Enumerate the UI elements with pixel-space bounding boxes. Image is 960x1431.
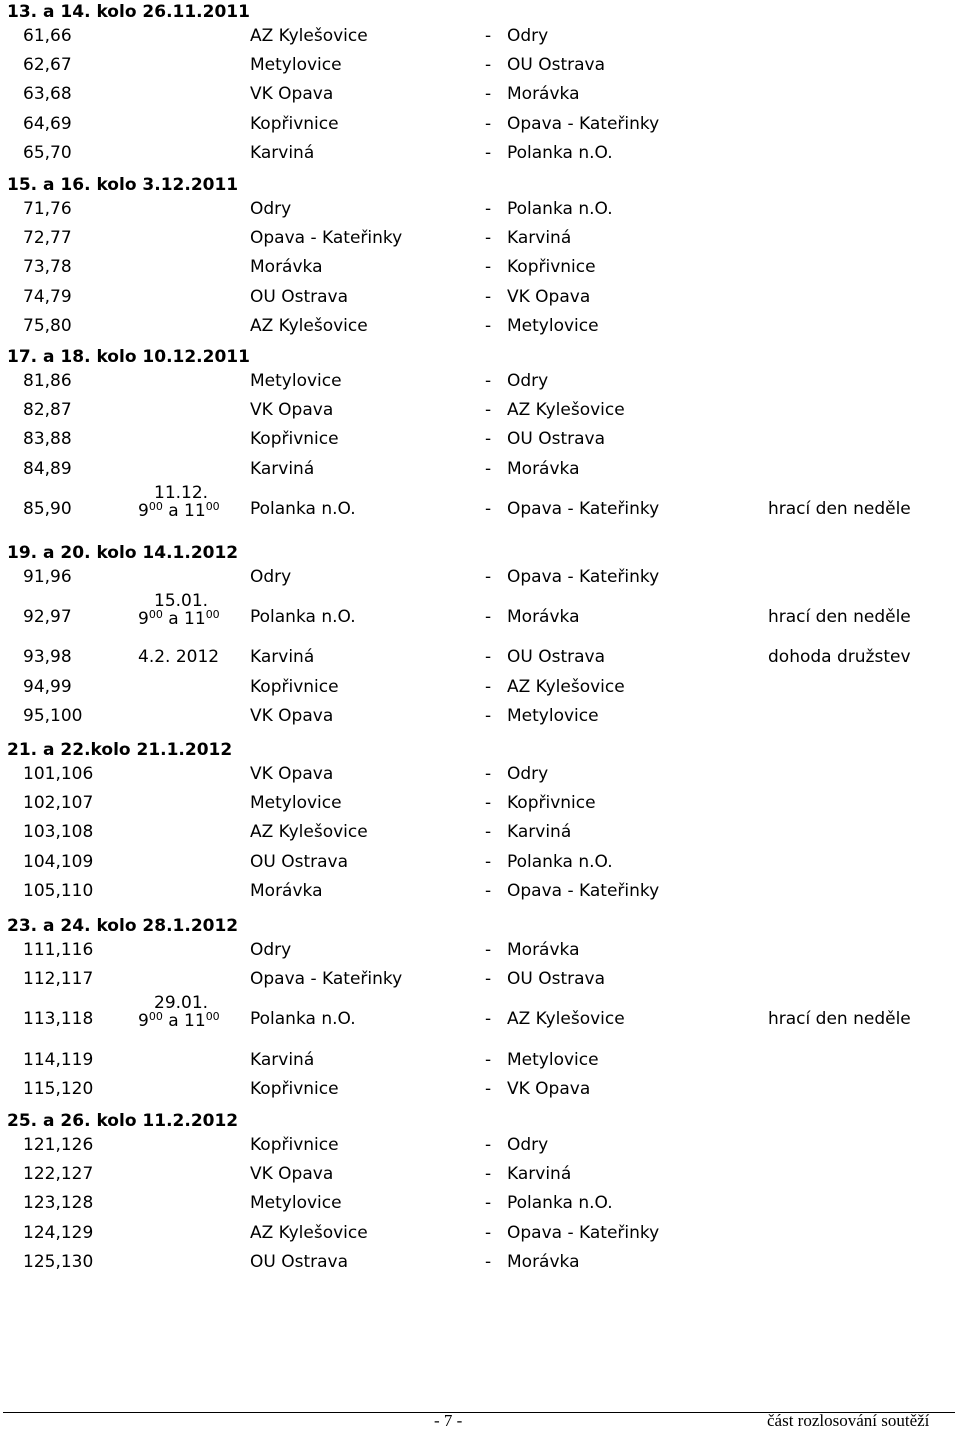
match-time <box>138 1011 220 1031</box>
match-numbers: 65,70 <box>23 143 72 163</box>
away-team: Morávka <box>507 459 580 479</box>
home-team: Morávka <box>250 257 323 277</box>
match-row <box>0 226 960 250</box>
away-team: Karviná <box>507 822 572 842</box>
match-row <box>0 314 960 338</box>
match-date: 11.12. <box>154 483 209 503</box>
home-team: Kopřivnice <box>250 114 339 134</box>
away-team: Polanka n.O. <box>507 852 613 872</box>
versus-dash: - <box>485 647 492 667</box>
home-team: OU Ostrava <box>250 852 349 872</box>
away-team: Polanka n.O. <box>507 143 613 163</box>
away-team: Karviná <box>507 1164 572 1184</box>
match-numbers: 63,68 <box>23 84 72 104</box>
round-heading: 23. a 24. kolo 28.1.2012 <box>7 916 239 936</box>
match-numbers: 93,98 <box>23 647 72 667</box>
match-numbers: 124,129 <box>23 1223 94 1243</box>
away-team: Opava - Kateřinky <box>507 1223 660 1243</box>
versus-dash: - <box>485 316 492 336</box>
versus-dash: - <box>485 459 492 479</box>
versus-dash: - <box>485 1009 492 1029</box>
versus-dash: - <box>485 1079 492 1099</box>
round-heading: 13. a 14. kolo 26.11.2011 <box>7 2 250 22</box>
home-team: VK Opava <box>250 764 334 784</box>
match-row <box>0 141 960 165</box>
versus-dash: - <box>485 26 492 46</box>
home-team: VK Opava <box>250 1164 334 1184</box>
match-row <box>0 1191 960 1215</box>
footer-caption: část rozlosování soutěží <box>767 1411 930 1430</box>
match-row <box>0 24 960 48</box>
home-team: Morávka <box>250 881 323 901</box>
away-team: VK Opava <box>507 287 591 307</box>
match-numbers: 91,96 <box>23 567 72 587</box>
home-team: Karviná <box>250 647 315 667</box>
home-team: AZ Kylešovice <box>250 26 368 46</box>
away-team: OU Ostrava <box>507 429 606 449</box>
match-numbers: 85,90 <box>23 499 72 519</box>
round-heading: 19. a 20. kolo 14.1.2012 <box>7 543 239 563</box>
match-numbers: 111,116 <box>23 940 94 960</box>
versus-dash: - <box>485 969 492 989</box>
away-team: Morávka <box>507 1252 580 1272</box>
match-note: hrací den neděle <box>768 607 911 627</box>
versus-dash: - <box>485 1135 492 1155</box>
away-team: Opava - Kateřinky <box>507 567 660 587</box>
match-row <box>0 879 960 903</box>
away-team: Karviná <box>507 228 572 248</box>
match-numbers: 102,107 <box>23 793 94 813</box>
match-numbers: 71,76 <box>23 199 72 219</box>
match-row <box>0 53 960 77</box>
match-row <box>0 791 960 815</box>
versus-dash: - <box>485 567 492 587</box>
match-row <box>0 255 960 279</box>
away-team: Kopřivnice <box>507 257 596 277</box>
away-team: Morávka <box>507 607 580 627</box>
versus-dash: - <box>485 852 492 872</box>
match-row <box>0 938 960 962</box>
away-team: AZ Kylešovice <box>507 400 625 420</box>
match-numbers: 104,109 <box>23 852 94 872</box>
match-row <box>0 1162 960 1186</box>
away-team: Polanka n.O. <box>507 1193 613 1213</box>
time-second-hour: a 11 <box>162 609 206 629</box>
match-row <box>0 591 960 629</box>
versus-dash: - <box>485 429 492 449</box>
away-team: Metylovice <box>507 706 599 726</box>
time-start-minutes: 00 <box>148 500 163 513</box>
match-row <box>0 762 960 786</box>
home-team: Metylovice <box>250 371 342 391</box>
match-row <box>0 398 960 422</box>
away-team: Odry <box>507 1135 549 1155</box>
match-numbers: 95,100 <box>23 706 83 726</box>
home-team: Odry <box>250 567 292 587</box>
match-row <box>0 369 960 393</box>
match-date: 4.2. 2012 <box>138 647 220 667</box>
home-team: Karviná <box>250 459 315 479</box>
match-numbers: 73,78 <box>23 257 72 277</box>
versus-dash: - <box>485 257 492 277</box>
match-numbers: 114,119 <box>23 1050 94 1070</box>
versus-dash: - <box>485 1193 492 1213</box>
match-row <box>0 285 960 309</box>
away-team: Kopřivnice <box>507 793 596 813</box>
versus-dash: - <box>485 371 492 391</box>
match-row <box>0 1048 960 1072</box>
match-row <box>0 675 960 699</box>
home-team: Karviná <box>250 1050 315 1070</box>
home-team: VK Opava <box>250 84 334 104</box>
match-row <box>0 483 960 521</box>
match-numbers: 92,97 <box>23 607 72 627</box>
versus-dash: - <box>485 881 492 901</box>
away-team: Odry <box>507 26 549 46</box>
time-start-hour: 9 <box>138 1011 149 1031</box>
footer-page-number: - 7 - <box>434 1411 463 1430</box>
versus-dash: - <box>485 822 492 842</box>
match-date-time <box>138 483 228 527</box>
match-numbers: 105,110 <box>23 881 94 901</box>
match-row <box>0 704 960 728</box>
round-heading: 17. a 18. kolo 10.12.2011 <box>7 347 250 367</box>
match-time <box>138 609 220 629</box>
round-heading: 25. a 26. kolo 11.2.2012 <box>7 1111 239 1131</box>
match-row <box>0 427 960 451</box>
match-date: 29.01. <box>154 993 209 1013</box>
home-team: Odry <box>250 940 292 960</box>
versus-dash: - <box>485 1050 492 1070</box>
match-numbers: 83,88 <box>23 429 72 449</box>
home-team: Kopřivnice <box>250 429 339 449</box>
home-team: Polanka n.O. <box>250 1009 356 1029</box>
match-row <box>0 565 960 589</box>
match-row <box>0 967 960 991</box>
home-team: AZ Kylešovice <box>250 316 368 336</box>
match-numbers: 82,87 <box>23 400 72 420</box>
versus-dash: - <box>485 287 492 307</box>
home-team: Polanka n.O. <box>250 607 356 627</box>
time-start-hour: 9 <box>138 501 149 521</box>
away-team: Morávka <box>507 940 580 960</box>
versus-dash: - <box>485 1223 492 1243</box>
away-team: Metylovice <box>507 316 599 336</box>
home-team: Odry <box>250 199 292 219</box>
match-numbers: 101,106 <box>23 764 94 784</box>
match-row <box>0 457 960 481</box>
match-row <box>0 1250 960 1274</box>
home-team: Metylovice <box>250 1193 342 1213</box>
match-row <box>0 850 960 874</box>
versus-dash: - <box>485 199 492 219</box>
home-team: Kopřivnice <box>250 1135 339 1155</box>
time-second-minutes: 00 <box>205 1010 220 1023</box>
versus-dash: - <box>485 84 492 104</box>
match-row <box>0 1077 960 1101</box>
versus-dash: - <box>485 764 492 784</box>
home-team: Opava - Kateřinky <box>250 228 403 248</box>
match-row <box>0 82 960 106</box>
away-team: Odry <box>507 371 549 391</box>
home-team: Opava - Kateřinky <box>250 969 403 989</box>
match-note: hrací den neděle <box>768 1009 911 1029</box>
away-team: Opava - Kateřinky <box>507 499 660 519</box>
match-row <box>0 993 960 1031</box>
home-team: Metylovice <box>250 793 342 813</box>
home-team: OU Ostrava <box>250 1252 349 1272</box>
away-team: OU Ostrava <box>507 647 606 667</box>
match-numbers: 72,77 <box>23 228 72 248</box>
time-second-minutes: 00 <box>205 608 220 621</box>
match-numbers: 64,69 <box>23 114 72 134</box>
match-date-time <box>138 591 228 635</box>
home-team: Kopřivnice <box>250 1079 339 1099</box>
home-team: Kopřivnice <box>250 677 339 697</box>
away-team: OU Ostrava <box>507 969 606 989</box>
away-team: Morávka <box>507 84 580 104</box>
versus-dash: - <box>485 706 492 726</box>
away-team: Odry <box>507 764 549 784</box>
match-row <box>0 1221 960 1245</box>
match-numbers: 121,126 <box>23 1135 94 1155</box>
home-team: OU Ostrava <box>250 287 349 307</box>
versus-dash: - <box>485 1164 492 1184</box>
home-team: Karviná <box>250 143 315 163</box>
home-team: VK Opava <box>250 706 334 726</box>
home-team: AZ Kylešovice <box>250 1223 368 1243</box>
versus-dash: - <box>485 228 492 248</box>
versus-dash: - <box>485 114 492 134</box>
match-numbers: 112,117 <box>23 969 94 989</box>
match-numbers: 84,89 <box>23 459 72 479</box>
match-row <box>0 645 960 669</box>
home-team: Polanka n.O. <box>250 499 356 519</box>
match-numbers: 62,67 <box>23 55 72 75</box>
match-numbers: 94,99 <box>23 677 72 697</box>
time-start-minutes: 00 <box>148 608 163 621</box>
away-team: Metylovice <box>507 1050 599 1070</box>
match-numbers: 103,108 <box>23 822 94 842</box>
versus-dash: - <box>485 940 492 960</box>
away-team: Opava - Kateřinky <box>507 114 660 134</box>
match-note: dohoda družstev <box>768 647 911 667</box>
time-second-hour: a 11 <box>162 501 206 521</box>
versus-dash: - <box>485 55 492 75</box>
home-team: AZ Kylešovice <box>250 822 368 842</box>
match-time <box>138 501 220 521</box>
match-numbers: 122,127 <box>23 1164 94 1184</box>
match-date: 15.01. <box>154 591 209 611</box>
versus-dash: - <box>485 677 492 697</box>
match-numbers: 74,79 <box>23 287 72 307</box>
versus-dash: - <box>485 143 492 163</box>
versus-dash: - <box>485 400 492 420</box>
time-start-minutes: 00 <box>148 1010 163 1023</box>
match-date-time <box>138 993 228 1037</box>
match-numbers: 125,130 <box>23 1252 94 1272</box>
match-row <box>0 820 960 844</box>
time-second-minutes: 00 <box>205 500 220 513</box>
home-team: VK Opava <box>250 400 334 420</box>
versus-dash: - <box>485 793 492 813</box>
time-start-hour: 9 <box>138 609 149 629</box>
match-row <box>0 197 960 221</box>
away-team: OU Ostrava <box>507 55 606 75</box>
time-second-hour: a 11 <box>162 1011 206 1031</box>
match-numbers: 75,80 <box>23 316 72 336</box>
match-row <box>0 112 960 136</box>
away-team: AZ Kylešovice <box>507 1009 625 1029</box>
match-numbers: 123,128 <box>23 1193 94 1213</box>
away-team: Opava - Kateřinky <box>507 881 660 901</box>
away-team: AZ Kylešovice <box>507 677 625 697</box>
round-heading: 15. a 16. kolo 3.12.2011 <box>7 175 239 195</box>
versus-dash: - <box>485 607 492 627</box>
match-numbers: 115,120 <box>23 1079 94 1099</box>
versus-dash: - <box>485 499 492 519</box>
versus-dash: - <box>485 1252 492 1272</box>
away-team: VK Opava <box>507 1079 591 1099</box>
match-numbers: 81,86 <box>23 371 72 391</box>
match-numbers: 113,118 <box>23 1009 94 1029</box>
match-note: hrací den neděle <box>768 499 911 519</box>
round-heading: 21. a 22.kolo 21.1.2012 <box>7 740 233 760</box>
away-team: Polanka n.O. <box>507 199 613 219</box>
match-row <box>0 1133 960 1157</box>
match-numbers: 61,66 <box>23 26 72 46</box>
home-team: Metylovice <box>250 55 342 75</box>
